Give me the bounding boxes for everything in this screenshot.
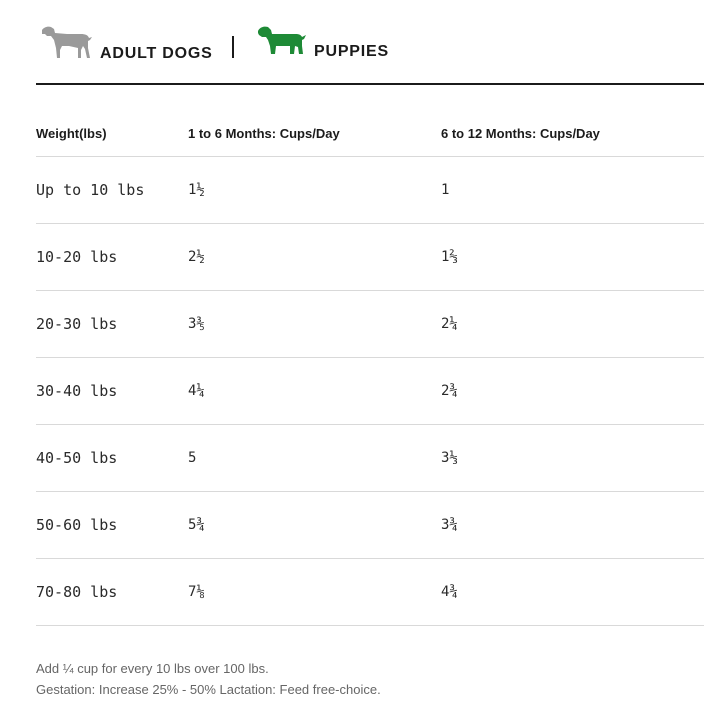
column-header-1-to-6-months: 1 to 6 Months: Cups/Day (188, 110, 441, 157)
table-row (36, 492, 704, 559)
tab-label: PUPPIES (314, 43, 389, 60)
weight-cell: 20-30 lbs (36, 291, 188, 358)
cups-1-6-cell: 4¼ (188, 358, 441, 425)
cups-1-6-cell: 3⅗ (188, 291, 441, 358)
cups-1-6-cell: 7⅛ (188, 559, 441, 626)
weight-cell: 70-80 lbs (36, 559, 188, 626)
dog-icon (40, 24, 92, 60)
weight-cell: 40-50 lbs (36, 425, 188, 492)
cups-1-6-cell: 5 (188, 425, 441, 492)
cups-6-12-cell: 3¾ (441, 492, 704, 559)
cups-1-6-cell: 2½ (188, 224, 441, 291)
feeding-notes (36, 658, 381, 700)
cups-6-12-cell: 1⅔ (441, 224, 704, 291)
feeding-tabs (36, 0, 704, 85)
cups-6-12-cell: 2¼ (441, 291, 704, 358)
table-row (36, 358, 704, 425)
table-row (36, 291, 704, 358)
cups-1-6-cell: 1½ (188, 157, 441, 224)
cups-1-6-cell: 5¾ (188, 492, 441, 559)
puppy-icon (256, 24, 306, 56)
table-header-row (36, 110, 704, 157)
cups-6-12-cell: 3⅓ (441, 425, 704, 492)
column-header-6-to-12-months: 6 to 12 Months: Cups/Day (441, 110, 704, 157)
table-row (36, 157, 704, 224)
weight-cell: Up to 10 lbs (36, 157, 188, 224)
tab-label: ADULT DOGS (100, 45, 213, 62)
cups-6-12-cell: 4¾ (441, 559, 704, 626)
table-row (36, 425, 704, 492)
feeding-table (36, 110, 704, 626)
column-header-weight: Weight(lbs) (36, 110, 188, 157)
weight-cell: 50-60 lbs (36, 492, 188, 559)
weight-cell: 30-40 lbs (36, 358, 188, 425)
table-row (36, 559, 704, 626)
tab-divider (232, 36, 234, 58)
note-extra-weight: Add ¼ cup for every 10 lbs over 100 lbs. (36, 661, 269, 676)
table-row (36, 224, 704, 291)
weight-cell: 10-20 lbs (36, 224, 188, 291)
cups-6-12-cell: 1 (441, 157, 704, 224)
cups-6-12-cell: 2¾ (441, 358, 704, 425)
note-gestation-lactation: Gestation: Increase 25% - 50% Lactation: Feed free-choice. (36, 682, 381, 697)
